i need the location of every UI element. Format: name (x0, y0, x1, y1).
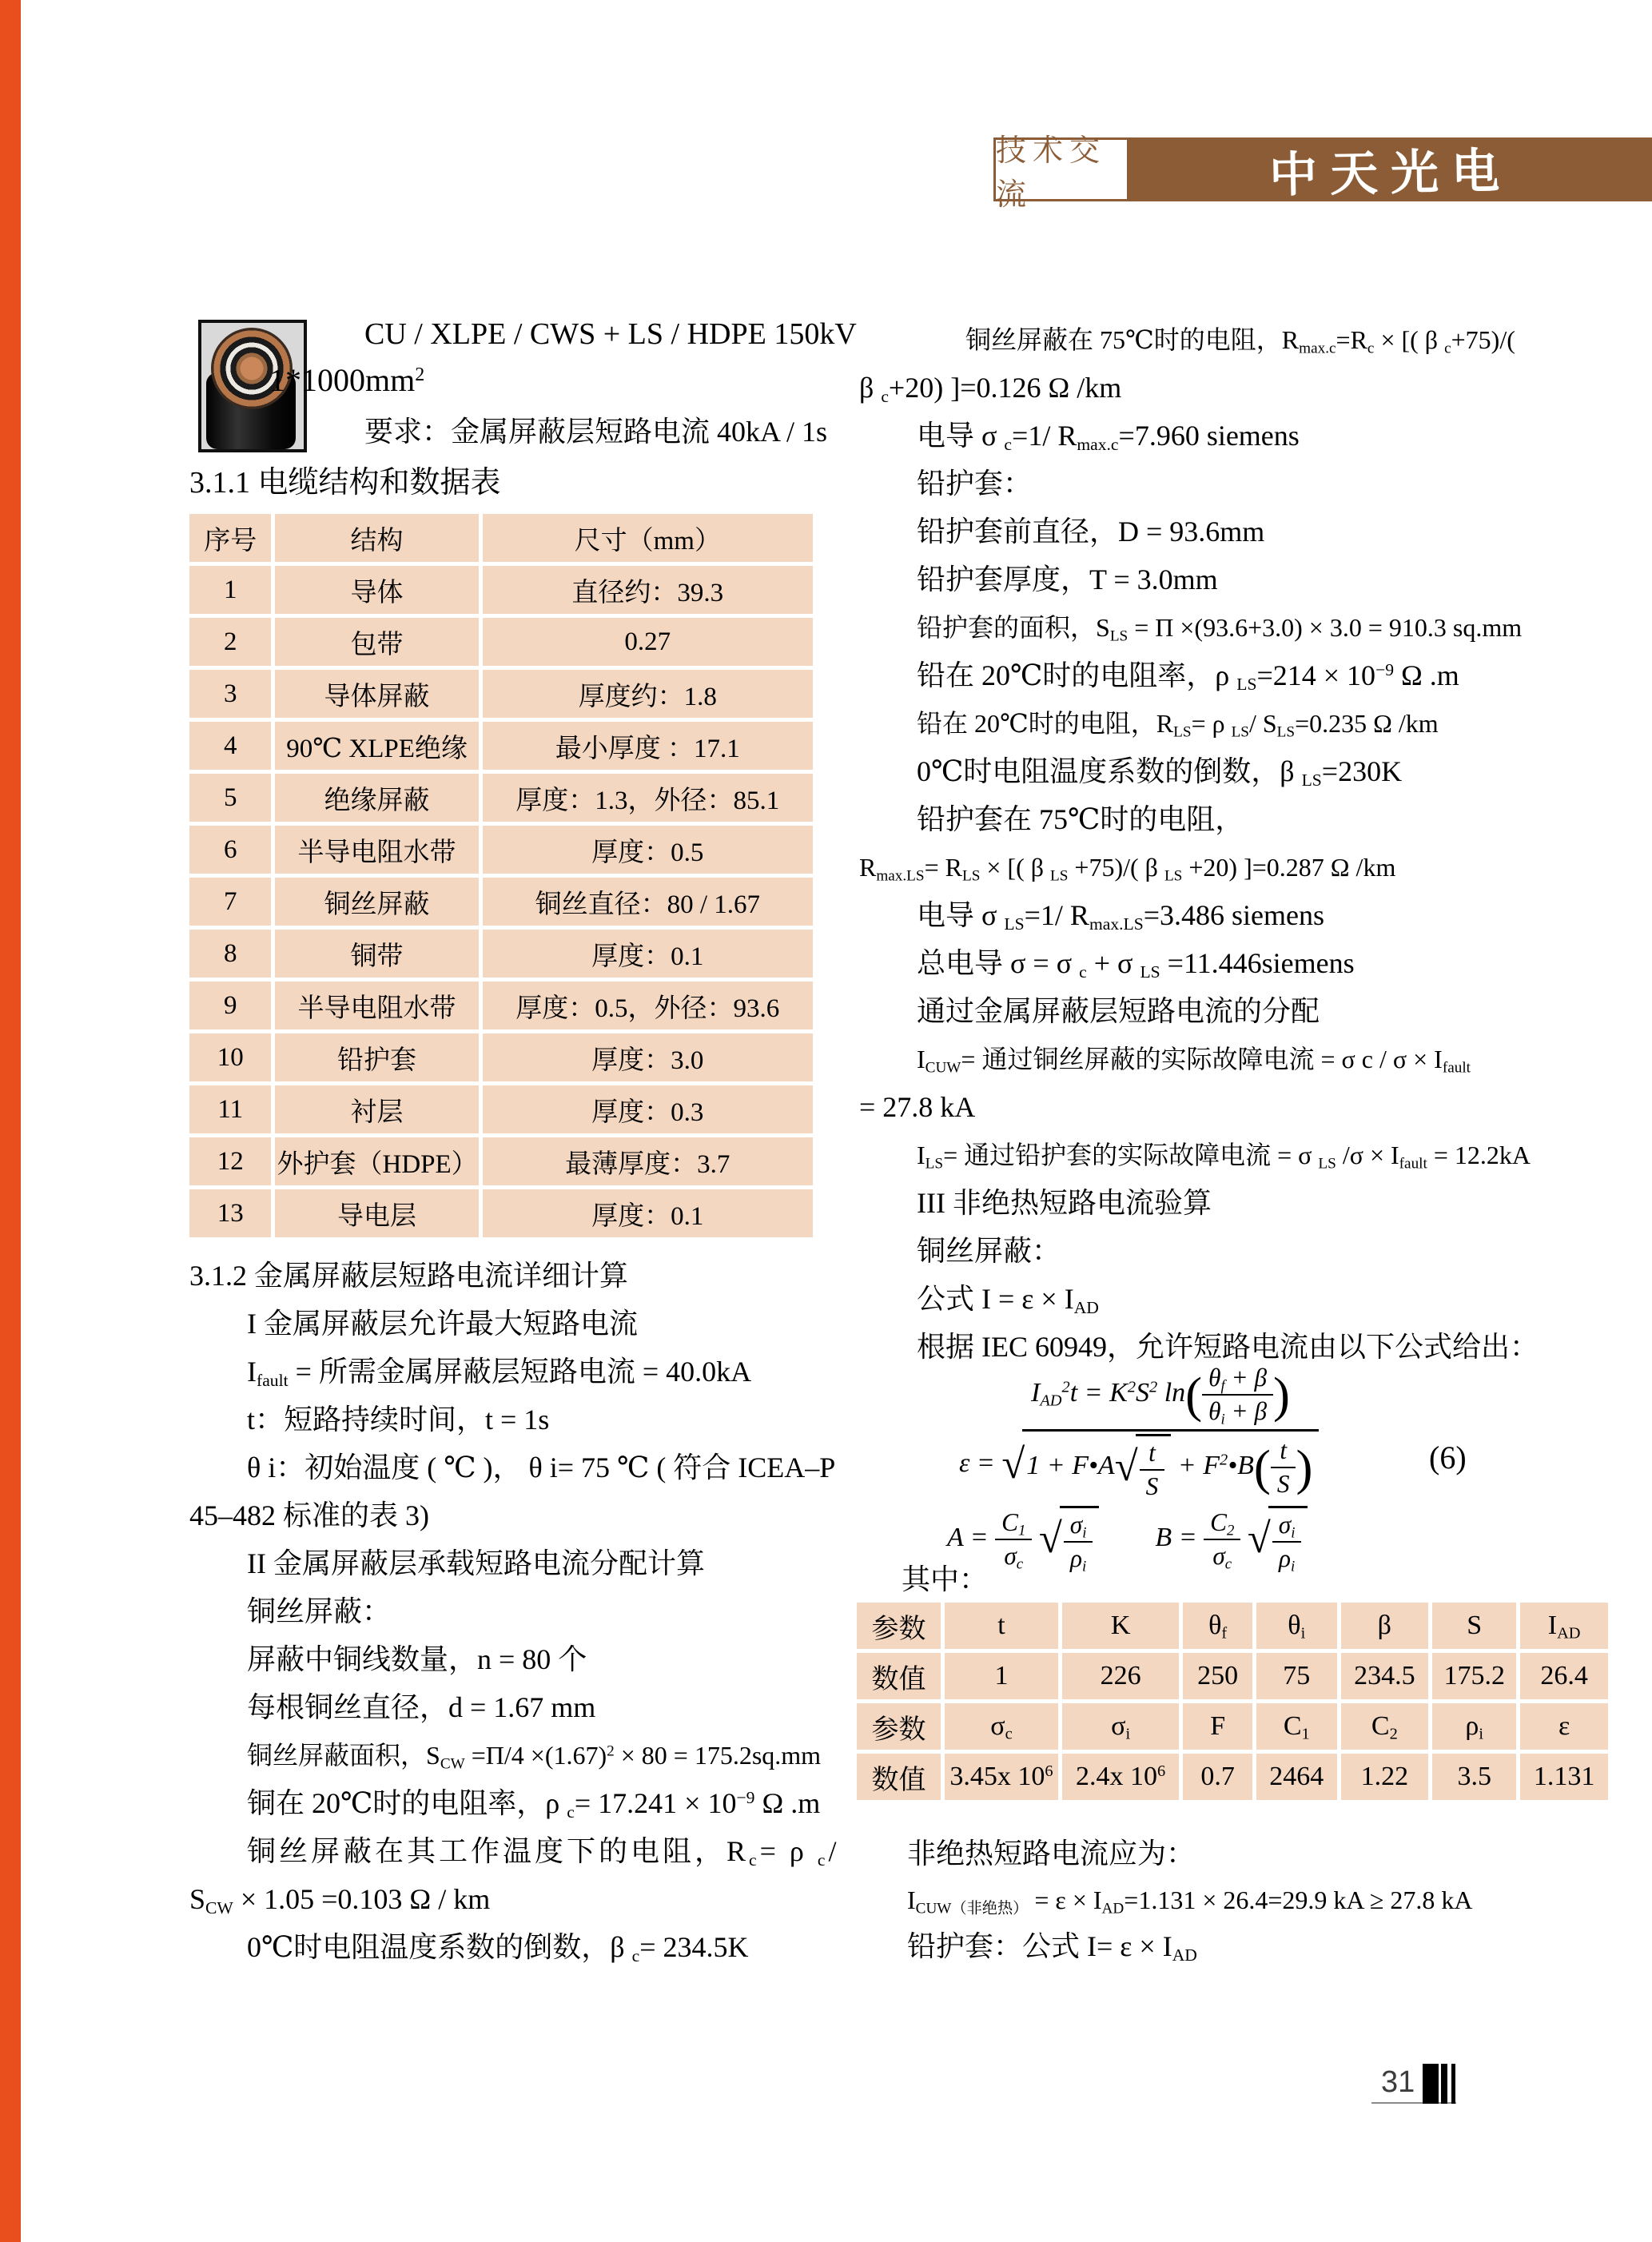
table-row (189, 1033, 813, 1081)
table-cell: 导体 (275, 566, 478, 614)
table-row (189, 1085, 813, 1133)
table-cell: 5 (189, 774, 271, 822)
text-line: 铜丝屏蔽： (917, 1235, 1061, 1267)
text-line: 铅护套：公式 $I= \varepsilon \times I_{AD}$ (907, 1930, 1197, 1965)
table-cell: 7 (189, 878, 271, 926)
left-accent-strip (0, 0, 21, 2242)
text-line: 铅护套在 75℃时的电阻， (917, 803, 1244, 835)
table-row (189, 982, 813, 1029)
table-cell: 26.4 (1520, 1653, 1608, 1699)
table-cell: 衬层 (275, 1085, 478, 1133)
text-line: 铅护套厚度，T = 3.0mm (917, 563, 1218, 595)
text-line: 铜丝屏蔽面积，$S_{CW} =\Pi/4 \times(1.67)^2 \times 80 = 175.2sq.mm$ (247, 1741, 822, 1773)
table-cell: 包带 (275, 618, 478, 666)
table-row (189, 930, 813, 978)
table-cell: $\theta_f$ (1183, 1603, 1252, 1649)
table-cell: 0.27 (483, 618, 813, 666)
table-cell: S (1432, 1603, 1516, 1649)
structure-header-cell: 序号 (189, 514, 271, 562)
table-row (189, 1189, 813, 1237)
table-cell: 数值 (857, 1653, 941, 1699)
structure-header-cell: 尺寸（mm） (483, 514, 813, 562)
text-line: 每根铜丝直径，d = 1.67 mm (247, 1691, 596, 1723)
parameter-table (853, 1599, 1612, 1804)
table-cell: 2464 (1256, 1754, 1336, 1800)
table-cell: $\rho_i$ (1432, 1703, 1516, 1750)
table-cell: ε (1520, 1703, 1608, 1750)
table-cell: β (1341, 1603, 1429, 1649)
table-cell: K (1062, 1603, 1179, 1649)
table-cell: 226 (1062, 1653, 1179, 1699)
calc-left-column (189, 1252, 853, 1971)
table-cell: 11 (189, 1085, 271, 1133)
table-cell: 导体屏蔽 (275, 670, 478, 718)
table-cell: 0.7 (1183, 1754, 1252, 1800)
table-cell: 1 (945, 1653, 1058, 1699)
table-row (189, 1137, 813, 1185)
section-tag-label: 技术交流 (996, 134, 1107, 212)
section-3-1-1-heading: 3.1.1 电缆结构和数据表 (189, 466, 501, 500)
brand-band (1129, 137, 1652, 201)
text-line: 铅护套： (917, 468, 1033, 500)
table-cell: 铜丝屏蔽 (275, 878, 478, 926)
text-line: III 非绝热短路电流验算 (917, 1187, 1212, 1219)
text-line: 3.1.2 金属屏蔽层短路电流详细计算 (189, 1260, 629, 1292)
table-cell: 6 (189, 826, 271, 874)
text-line: 铅护套的面积，$S_{LS} = \Pi \times(93.6+3.0) \times 3.0 = 910.3$ sq.mm (917, 613, 1523, 645)
text-line: $I_{fault}$ = 所需金属屏蔽层短路电流 = 40.0kA (247, 1356, 752, 1391)
table-cell: $\sigma_c$ (945, 1703, 1058, 1750)
cable-spec-title: CU / XLPE / CWS + LS / HDPE 150kV (364, 317, 857, 351)
table-cell: 最小厚度 ：17.1 (483, 722, 813, 770)
text-line: 铜丝屏蔽在其工作温度下的电阻，$R_c= \rho$ $_c$/ (247, 1835, 840, 1870)
text-line: $I_{LS}=$ 通过铅护套的实际故障电流 = σ $_{LS}$ $/\sigma \times I_{fault} = 12.2kA$ (917, 1141, 1531, 1173)
table-cell: 厚度：0.5 (483, 826, 813, 874)
section-tag-box (993, 134, 1129, 212)
table-cell: 2 (189, 618, 271, 666)
structure-header-cell: 结构 (275, 514, 478, 562)
text-line: = 27.8 kA (859, 1091, 976, 1123)
formula-epsilon: ε = √ 1 + F•A √ $\frac{t}{S}$ + $F^2•B$( $\frac{t}{S}$ ) (959, 1429, 1319, 1501)
table-cell: 铅护套 (275, 1033, 478, 1081)
formula-b: B = $\frac{C_2}{\sigma_c}$ √ $\frac{\sigma_i}{\rho_i}$ (1155, 1523, 1308, 1552)
text-line: 屏蔽中铜线数量，n = 80 个 (247, 1643, 587, 1675)
table-cell: 12 (189, 1137, 271, 1185)
table-cell: 90℃ XLPE绝缘 (275, 722, 478, 770)
table-cell: 厚度：0.1 (483, 930, 813, 978)
table-cell: 厚度：0.1 (483, 1189, 813, 1237)
table-cell: t (945, 1603, 1058, 1649)
table-cell: 3.45x $10^6$ (945, 1754, 1058, 1800)
table-cell: 数值 (857, 1754, 941, 1800)
text-line: 电导 σ $_{LS}$=1/ $R_{max.LS}=3.486$ siemens (917, 899, 1325, 934)
table-cell: 3 (189, 670, 271, 718)
text-line: I 金属屏蔽层允许最大短路电流 (247, 1308, 638, 1340)
text-line: 铅在 20℃时的电阻，$R_{LS}= \rho$ $_{LS}$/ $S_{LS}=0.235$ Ω /km (917, 709, 1439, 741)
text-line: 0℃时电阻温度系数的倒数，β $_{LS}$=230K (917, 755, 1403, 790)
table-cell: 9 (189, 982, 271, 1029)
table-row (189, 566, 813, 614)
footer-bar-thin (1451, 2064, 1455, 2104)
formula-a: A = $\frac{C_1}{\sigma_c}$ √ $\frac{\sigma_i}{\rho_i}$ (947, 1523, 1099, 1552)
table-cell: $\theta_i$ (1256, 1603, 1336, 1649)
table-cell: F (1183, 1703, 1252, 1750)
table-cell: 1 (189, 566, 271, 614)
footer-bar-thick (1423, 2064, 1439, 2104)
text-line: 0℃时电阻温度系数的倒数，β $_c$= 234.5K (247, 1931, 749, 1966)
requirement-line: 要求：金属屏蔽层短路电流 40kA / 1s (364, 416, 828, 448)
table-cell: 最薄厚度：3.7 (483, 1137, 813, 1185)
table-row (857, 1653, 1608, 1699)
text-line: 非绝热短路电流应为： (907, 1838, 1196, 1870)
table-cell: 铜丝直径：80 / 1.67 (483, 878, 813, 926)
text-line: $I_{CUW}=$ 通过铜丝屏蔽的实际故障电流 = σ $c / \sigma \times I_{fault}$ (917, 1045, 1471, 1077)
table-cell: 1.22 (1341, 1754, 1429, 1800)
table-cell: 13 (189, 1189, 271, 1237)
table-cell: 厚度约：1.8 (483, 670, 813, 718)
table-row (189, 774, 813, 822)
table-cell: 导电层 (275, 1189, 478, 1237)
table-cell: 8 (189, 930, 271, 978)
table-cell: 铜带 (275, 930, 478, 978)
text-line: 铅在 20℃时的电阻率，ρ $_{LS}=214 \times 10^{-9}$ Ω .m (917, 659, 1459, 695)
table-cell: 175.2 (1432, 1653, 1516, 1699)
text-line: II 金属屏蔽层承载短路电流分配计算 (247, 1547, 705, 1579)
table-cell: $C_2$ (1341, 1703, 1429, 1750)
text-line: 通过金属屏蔽层短路电流的分配 (917, 995, 1320, 1027)
text-line: 公式 $I = \varepsilon \times I_{AD}$ (917, 1283, 1099, 1318)
footer-bar-medium (1441, 2064, 1447, 2104)
conclusion-lines (907, 1830, 1626, 1969)
equation-number: (6) (1429, 1440, 1467, 1475)
table-cell: 234.5 (1341, 1653, 1429, 1699)
text-line: $S_{CW} \times 1.05 =0.103$ Ω / km (189, 1883, 491, 1918)
table-cell: $C_1$ (1256, 1703, 1336, 1750)
table-cell: $I_{AD}$ (1520, 1603, 1608, 1649)
table-row (857, 1603, 1608, 1649)
table-cell: 10 (189, 1033, 271, 1081)
table-cell: 75 (1256, 1653, 1336, 1699)
table-row (857, 1754, 1608, 1800)
table-cell: 1.131 (1520, 1754, 1608, 1800)
table-cell: 厚度：1.3，外径：85.1 (483, 774, 813, 822)
table-cell: 3.5 (1432, 1754, 1516, 1800)
table-cell: 绝缘屏蔽 (275, 774, 478, 822)
table-cell: $\sigma_i$ (1062, 1703, 1179, 1750)
text-line: $I_{CUW(非绝热)} = \varepsilon \times I_{AD}=1.131 \times 26.4=29.9$ kA ≥ 27.8 kA (907, 1886, 1473, 1917)
text-line: 总电导 σ = σ $_c$ + σ $_{LS}$ =11.446siemens (917, 947, 1355, 982)
table-cell: 2.4x $10^6$ (1062, 1754, 1179, 1800)
text-line: 铜丝屏蔽在 75℃时的电阻，$R_{max.c}=R_c$ × [( β $_c$+75)/( (965, 325, 1515, 357)
text-line: θ i：初始温度 ( ℃ )， θ i= 75 ℃ ( 符合 ICEA–P (247, 1452, 836, 1483)
table-row (189, 670, 813, 718)
table-cell: 半导电阻水带 (275, 982, 478, 1029)
among-label: 其中： (902, 1563, 989, 1595)
text-line: 铜丝屏蔽： (247, 1595, 392, 1627)
table-cell: 厚度：3.0 (483, 1033, 813, 1081)
text-line: 铜在 20℃时的电阻率，ρ $_c= 17.241 \times 10^{-9}$ Ω .m (247, 1787, 821, 1822)
table-row (857, 1703, 1608, 1750)
formula-adiabatic: $I_{AD}^2t = K^2S^2$ ln( $\frac{\theta_f + \beta}{\theta_i + \beta}$ ) (1031, 1364, 1290, 1428)
structure-table (185, 510, 817, 1241)
table-cell: 厚度：0.5，外径：93.6 (483, 982, 813, 1029)
text-line: t：短路持续时间，t = 1s (247, 1404, 550, 1436)
table-cell: 外护套（HDPE） (275, 1137, 478, 1185)
text-line: 根据 IEC 60949，允许短路电流由以下公式给出： (917, 1331, 1539, 1363)
text-line: 45–482 标准的表 3) (189, 1499, 429, 1531)
text-line: 铅护套前直径，D = 93.6mm (917, 516, 1265, 548)
page-number: 31 (1381, 2065, 1415, 2099)
structure-table-header-row (189, 514, 813, 562)
table-cell: 参数 (857, 1703, 941, 1750)
calc-right-column (859, 316, 1626, 1371)
formula-a-b (947, 1506, 1308, 1573)
table-row (189, 722, 813, 770)
table-row (189, 878, 813, 926)
brand-logo: 中天光电 (1268, 145, 1513, 202)
table-cell: 参数 (857, 1603, 941, 1649)
table-row (189, 826, 813, 874)
table-cell: 厚度：0.3 (483, 1085, 813, 1133)
table-cell: 直径约：39.3 (483, 566, 813, 614)
table-cell: 4 (189, 722, 271, 770)
table-row (189, 618, 813, 666)
table-cell: 半导电阻水带 (275, 826, 478, 874)
text-line: 电导 σ $_c$=1/ $R_{max.c}=7.960$ siemens (917, 420, 1300, 455)
cable-size: $1*1000mm^2$ (269, 362, 425, 398)
text-line: β $_c$+20) ]=0.126 Ω /km (859, 372, 1122, 407)
text-line: $R_{max.LS}= R_{LS}$ × [( β $_{LS}$ +75)/( β $_{LS}$ +20) ]=0.287 Ω /km (859, 853, 1396, 885)
table-cell: 250 (1183, 1653, 1252, 1699)
